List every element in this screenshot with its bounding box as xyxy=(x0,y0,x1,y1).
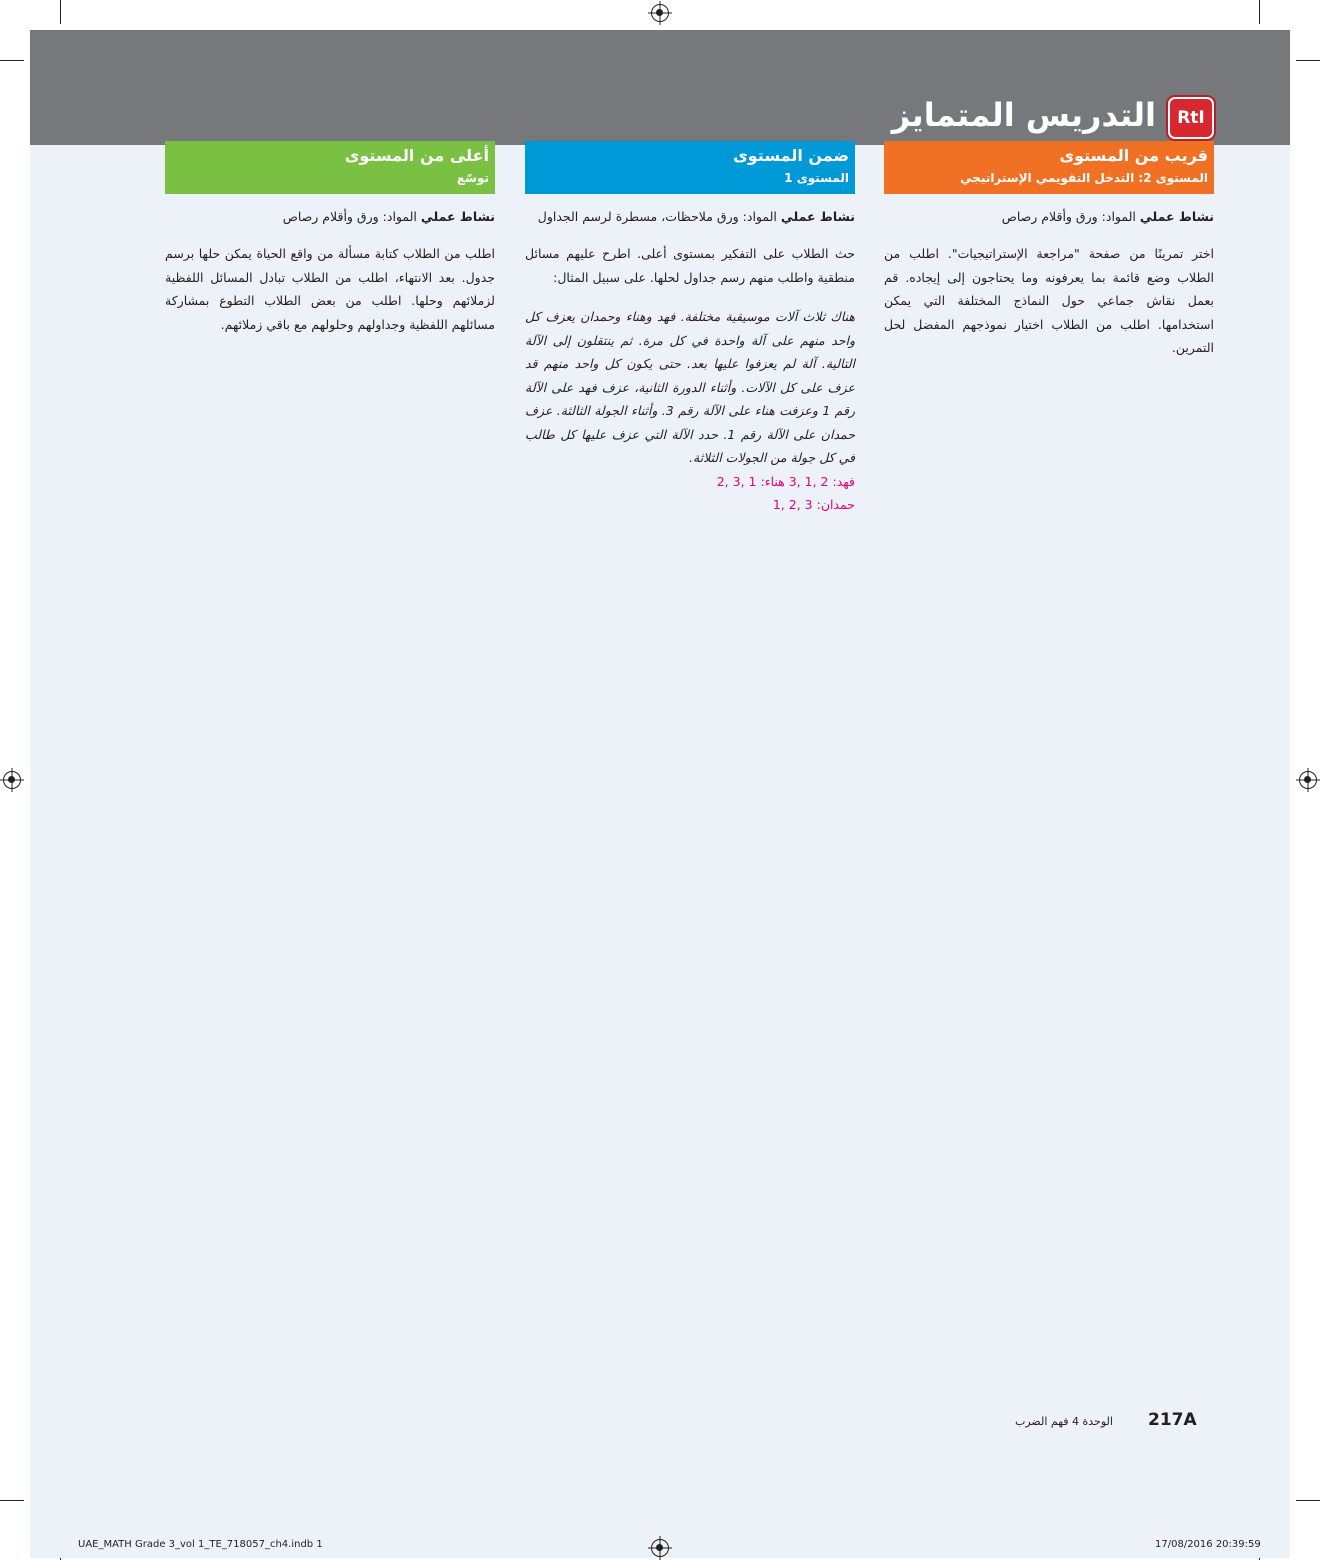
materials-line xyxy=(525,208,855,226)
column-beyond-level xyxy=(165,141,495,336)
activity-label: نشاط عملي xyxy=(780,209,855,224)
column-subheading: المستوى 1 xyxy=(784,171,849,185)
page-title: التدريس المتمايز xyxy=(891,96,1156,134)
answer-value: 2, 3, 1 xyxy=(716,473,757,489)
column-heading: أعلى من المستوى xyxy=(344,146,489,165)
registration-mark-icon xyxy=(1299,771,1317,789)
answer-name: حمدان: xyxy=(816,497,855,512)
crop-mark xyxy=(60,0,61,24)
activity-paragraph: اطلب من الطلاب كتابة مسألة من واقع الحياة يمكن حلها برسم جدول. بعد الانتهاء، اطلب من الطلاب تبادل المسائل اللفظية لزملائهم وحلها. اطلب من بعض الطلاب التطوع بمشاركة مسائلهم اللفظية وجداولهم وحلولهم مع باقي زملائهم. xyxy=(165,246,495,332)
activity-paragraph: حث الطلاب على التفكير بمستوى أعلى. اطرح عليهم مسائل منطقية واطلب منهم رسم جداول لحلها. على سبيل المثال: xyxy=(525,246,855,285)
activity-paragraph: اختر تمرينًا من صفحة "مراجعة الإستراتيجيات". اطلب من الطلاب وضع قائمة بما يعرفونه وما يحتاجون إلى إيجاده. قم بعمل نقاش جماعي حول النماذج المختلفة التي يمكن استخدامها. اطلب من الطلاب اختيار نموذجهم المفضل لحل التمرين. xyxy=(884,246,1214,355)
answer-value: 3, 1, 2 xyxy=(788,473,829,489)
column-subheading: المستوى 2: التدخل التقويمي الإستراتيجي xyxy=(960,171,1208,185)
crop-mark xyxy=(1259,0,1260,24)
slug-timestamp: 17/08/2016 20:39:59 xyxy=(1155,1539,1261,1550)
column-header xyxy=(884,141,1214,194)
column-subheading: توسّع xyxy=(456,171,489,185)
column-header xyxy=(165,141,495,194)
materials-text: المواد: ورق وأقلام رصاص xyxy=(1001,209,1136,224)
registration-mark-icon xyxy=(651,4,669,22)
rti-badge-icon: RtI xyxy=(1168,97,1214,139)
column-heading: ضمن المستوى xyxy=(733,146,849,165)
crop-mark xyxy=(0,1500,24,1501)
answer-name: فهد: xyxy=(832,473,855,489)
column-heading: قريب من المستوى xyxy=(1059,146,1208,165)
registration-mark-icon xyxy=(651,1539,669,1557)
materials-text: المواد: ورق وأقلام رصاص xyxy=(282,209,417,224)
materials-text: المواد: ورق ملاحظات، مسطرة لرسم الجداول xyxy=(537,209,777,224)
crop-mark xyxy=(1296,1500,1320,1501)
column-header xyxy=(525,141,855,194)
answer-line xyxy=(525,470,855,494)
answer-name: هناء: xyxy=(760,473,785,489)
materials-line xyxy=(165,208,495,226)
header-banner xyxy=(30,30,1290,145)
answer-value: 1, 2, 3 xyxy=(772,497,813,512)
crop-mark xyxy=(1296,60,1320,61)
answer-line xyxy=(525,493,855,517)
registration-mark-icon xyxy=(3,771,21,789)
word-problem-paragraph: هناك ثلاث آلات موسيقية مختلفة. فهد وهناء وحمدان يعزف كل واحد منهم على آلة واحدة في كل مرة. ثم ينتقلون إلى الآلة التالية. آلة لم يعزفوا عليها بعد. حتى يكون كل واحد منهم قد عزف على كل الآلات. وأثناء الدورة الثانية، عزف فهد على الآلة رقم 1 وعزفت هناء على الآلة رقم 3. وأثناء الجولة الثالثة. عزف حمدان على الآلة رقم 1. حدد الآلة التي عزف عليها كل طالب في كل جولة من الجولات الثلاثة. xyxy=(525,309,855,465)
column-approaching-level xyxy=(884,141,1214,360)
activity-label: نشاط عملي xyxy=(420,209,495,224)
slug-file-name: UAE_MATH Grade 3_vol 1_TE_718057_ch4.indb 1 xyxy=(78,1539,323,1550)
footer-page-number: 217A xyxy=(1148,1410,1197,1430)
activity-label: نشاط عملي xyxy=(1139,209,1214,224)
crop-mark xyxy=(0,60,24,61)
footer-chapter-label: الوحدة 4 فهم الضرب xyxy=(1015,1415,1113,1428)
column-on-level xyxy=(525,141,855,517)
materials-line xyxy=(884,208,1214,226)
